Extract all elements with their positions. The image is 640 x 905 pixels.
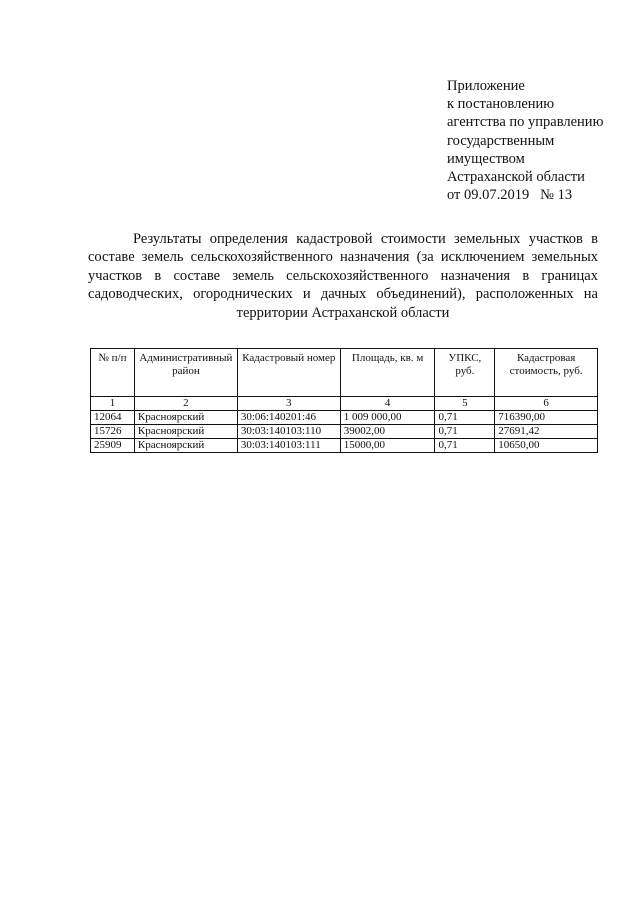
header-area: Площадь, кв. м — [340, 349, 435, 397]
cell-upks: 0,71 — [435, 439, 495, 453]
column-number: 3 — [237, 397, 340, 411]
cell-cadastral-number: 30:03:140103:110 — [237, 425, 340, 439]
table-row — [91, 411, 598, 425]
cell-district: Красноярский — [134, 439, 237, 453]
column-number: 1 — [91, 397, 135, 411]
appendix-line: Астраханской области — [447, 169, 585, 186]
column-number-row — [91, 397, 598, 411]
cell-cadastral-value: 27691,42 — [495, 425, 598, 439]
appendix-line: агентства по управлению — [447, 114, 604, 131]
header-district: Административный район — [134, 349, 237, 397]
cell-district: Красноярский — [134, 411, 237, 425]
cell-cadastral-value: 716390,00 — [495, 411, 598, 425]
column-number: 5 — [435, 397, 495, 411]
column-number: 4 — [340, 397, 435, 411]
cell-district: Красноярский — [134, 425, 237, 439]
cell-area: 15000,00 — [340, 439, 435, 453]
column-number: 6 — [495, 397, 598, 411]
appendix-line: государственным — [447, 132, 555, 149]
table-row — [91, 425, 598, 439]
header-cadastral-value: Кадастровая стоимость, руб. — [495, 349, 598, 397]
table-header-row — [91, 349, 598, 397]
results-table — [90, 348, 598, 453]
cell-area: 1 009 000,00 — [340, 411, 435, 425]
appendix-block — [447, 77, 627, 204]
header-upks: УПКС, руб. — [435, 349, 495, 397]
table-row — [91, 439, 598, 453]
cell-number: 12064 — [91, 411, 135, 425]
header-cadastral-number: Кадастровый номер — [237, 349, 340, 397]
cell-number: 25909 — [91, 439, 135, 453]
document-title: Результаты определения кадастровой стоимости земельных участков в составе земель сельскохозяйственного назначения (за исключением земельных участков в составе земель сельскохозяйственного назначения в границах садоводческих, огороднических и дачных объединений), расположенных на территории Астраханской области — [88, 231, 598, 321]
cell-cadastral-value: 10650,00 — [495, 439, 598, 453]
cell-area: 39002,00 — [340, 425, 435, 439]
header-number: № п/п — [91, 349, 135, 397]
appendix-line: Приложение — [447, 78, 525, 94]
cell-upks: 0,71 — [435, 411, 495, 425]
cell-number: 15726 — [91, 425, 135, 439]
appendix-date-number: от 09.07.2019 № 13 — [447, 187, 573, 204]
appendix-line: имуществом — [447, 150, 525, 167]
appendix-line: к постановлению — [447, 96, 555, 113]
column-number: 2 — [134, 397, 237, 411]
cell-cadastral-number: 30:06:140201:46 — [237, 411, 340, 425]
cell-upks: 0,71 — [435, 425, 495, 439]
cell-cadastral-number: 30:03:140103:111 — [237, 439, 340, 453]
